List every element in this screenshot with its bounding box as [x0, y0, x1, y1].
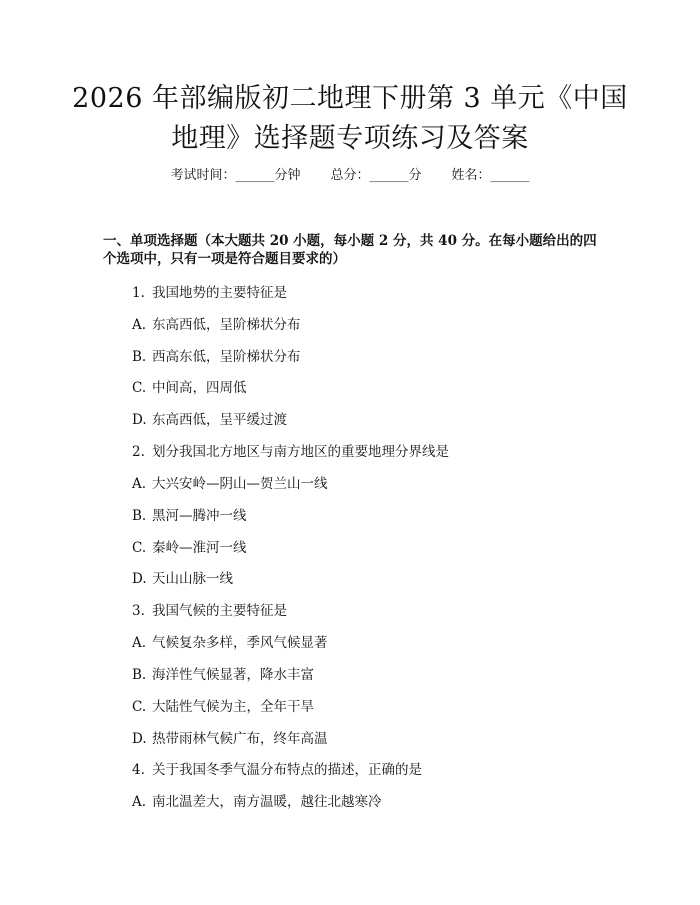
exam-time-label: 考试时间：______分钟 [170, 168, 301, 183]
answer-option [132, 792, 382, 812]
option-text: 东高西低，呈平缓过渡 [152, 412, 287, 428]
question-stem [132, 283, 287, 303]
option-letter: B. [132, 508, 147, 524]
option-letter: A. [132, 635, 147, 651]
section-heading-line-1: 一、单项选择题（本大题共 20 小题，每小题 2 分，共 40 分。在每小题给出的四 [103, 233, 597, 249]
question-stem [132, 760, 422, 780]
option-text: 海洋性气候显著，降水丰富 [152, 667, 314, 683]
answer-option [132, 315, 301, 335]
answer-option [132, 665, 314, 685]
question-stem [132, 442, 449, 462]
option-letter: B. [132, 667, 147, 683]
option-text: 秦岭—淮河一线 [152, 540, 247, 556]
answer-option [132, 378, 247, 398]
option-letter: A. [132, 317, 147, 333]
option-text: 东高西低，呈阶梯状分布 [152, 317, 301, 333]
option-letter: C. [132, 540, 147, 556]
answer-option [132, 633, 328, 653]
option-letter: C. [132, 699, 147, 715]
option-text: 南北温差大，南方温暖，越往北越寒冷 [152, 794, 382, 810]
answer-option [132, 474, 328, 494]
answer-option [132, 506, 247, 526]
option-text: 中间高，四周低 [152, 380, 247, 396]
answer-option [132, 729, 328, 749]
question-number: 2. [132, 444, 145, 460]
answer-option [132, 538, 247, 558]
question-stem [132, 601, 287, 621]
document-title-line-2: 地理》选择题专项练习及答案 [171, 123, 529, 154]
question-text: 关于我国冬季气温分布特点的描述，正确的是 [152, 762, 422, 778]
exam-info [0, 166, 700, 186]
option-text: 气候复杂多样，季风气候显著 [152, 635, 328, 651]
option-text: 热带雨林气候广布，终年高温 [152, 731, 328, 747]
question-number: 1. [132, 285, 145, 301]
option-letter: A. [132, 476, 147, 492]
document-title-line-1: 2026 年部编版初二地理下册第 3 单元《中国 [72, 83, 628, 114]
question-text: 我国地势的主要特征是 [152, 285, 287, 301]
question-number: 3. [132, 603, 145, 619]
option-text: 黑河—腾冲一线 [152, 508, 247, 524]
section-heading-line-2: 个选项中，只有一项是符合题目要求的） [103, 251, 346, 267]
option-letter: D. [132, 571, 147, 587]
question-text: 划分我国北方地区与南方地区的重要地理分界线是 [152, 444, 449, 460]
student-name-label: 姓名：______ [451, 168, 530, 183]
option-letter: C. [132, 380, 147, 396]
answer-option [132, 410, 287, 430]
option-letter: B. [132, 349, 147, 365]
option-letter: A. [132, 794, 147, 810]
option-text: 西高东低，呈阶梯状分布 [152, 349, 301, 365]
option-text: 大兴安岭—阴山—贺兰山一线 [152, 476, 328, 492]
answer-option [132, 569, 233, 589]
option-text: 天山山脉一线 [152, 571, 233, 587]
option-letter: D. [132, 412, 147, 428]
question-number: 4. [132, 762, 145, 778]
total-score-label: 总分：______分 [330, 168, 422, 183]
option-letter: D. [132, 731, 147, 747]
question-text: 我国气候的主要特征是 [152, 603, 287, 619]
answer-option [132, 697, 314, 717]
option-text: 大陆性气候为主，全年干旱 [152, 699, 314, 715]
answer-option [132, 347, 301, 367]
